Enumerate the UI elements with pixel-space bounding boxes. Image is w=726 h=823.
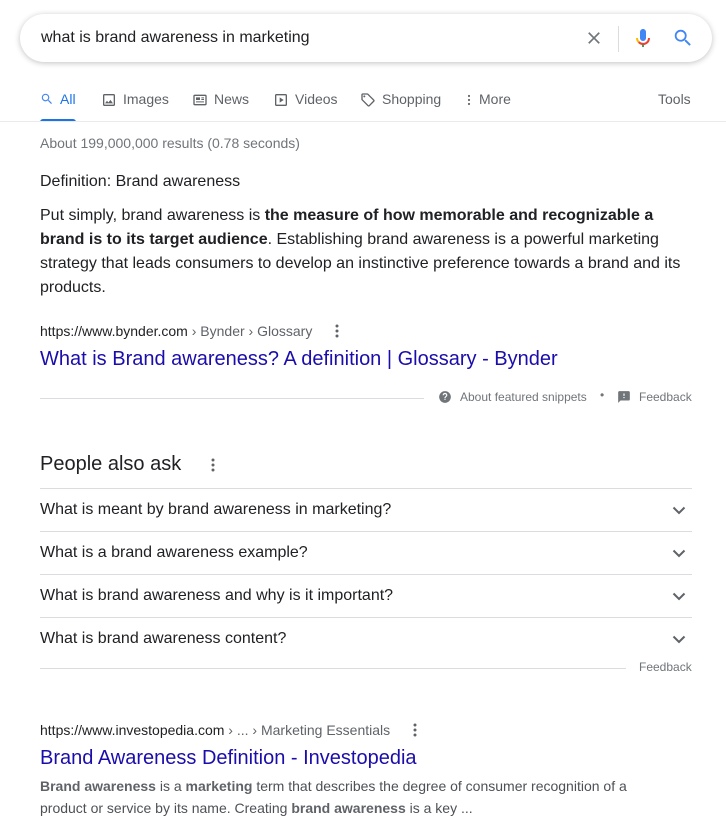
snippet-text-post: . Establishing brand awareness is a powerful marketing strategy that leads consumers to develop an instinctive preference towards a brand and its products. bbox=[40, 231, 681, 296]
search-icon bbox=[40, 92, 54, 106]
tabs-divider bbox=[0, 121, 726, 122]
desc-bold: Brand awareness bbox=[40, 778, 156, 794]
people-also-ask-title: People also ask bbox=[40, 453, 182, 475]
clear-icon[interactable] bbox=[582, 26, 606, 50]
chevron-down-icon bbox=[670, 587, 688, 605]
tab-label: Shopping bbox=[382, 91, 442, 107]
cite-url: https://www.investopedia.com bbox=[40, 722, 225, 738]
snippet-text-bold: the measure of how memorable and recognizable a brand is to its target audience bbox=[40, 207, 654, 248]
help-icon bbox=[438, 390, 452, 404]
tab-label: Images bbox=[123, 91, 169, 107]
tab-images[interactable] bbox=[101, 86, 169, 122]
desc-text: is a key ... bbox=[405, 800, 473, 816]
tab-shopping[interactable] bbox=[360, 86, 441, 122]
result-cite[interactable] bbox=[40, 722, 390, 738]
paa-feedback-link[interactable]: Feedback bbox=[639, 660, 692, 674]
desc-bold: brand awareness bbox=[291, 800, 406, 816]
image-icon bbox=[101, 92, 117, 108]
search-tabs bbox=[40, 86, 692, 122]
feedback-icon bbox=[617, 390, 631, 404]
search-bar bbox=[20, 14, 712, 62]
paa-question[interactable] bbox=[40, 531, 692, 574]
paa-question-text: What is a brand awareness example? bbox=[40, 544, 308, 561]
cite-breadcrumbs: › ... › Marketing Essentials bbox=[224, 722, 391, 738]
more-options-icon[interactable] bbox=[327, 321, 347, 341]
news-icon bbox=[192, 92, 208, 108]
snippet-divider bbox=[40, 398, 424, 399]
cite-url: https://www.bynder.com bbox=[40, 323, 188, 339]
about-snippets-link[interactable] bbox=[438, 390, 587, 404]
tab-label: More bbox=[479, 91, 511, 107]
search-submit-icon[interactable] bbox=[671, 26, 695, 50]
people-also-ask-list bbox=[40, 488, 692, 660]
play-icon bbox=[273, 92, 289, 108]
desc-text: term that describes the degree of consumer recognition of a product or service by its name. Creating bbox=[40, 778, 627, 816]
more-options-icon[interactable] bbox=[203, 455, 223, 475]
paa-question-text: What is meant by brand awareness in marketing? bbox=[40, 501, 392, 518]
feedback-label: Feedback bbox=[639, 390, 692, 404]
paa-question-text: What is brand awareness content? bbox=[40, 630, 287, 647]
tab-videos[interactable] bbox=[273, 86, 338, 122]
paa-question[interactable] bbox=[40, 574, 692, 617]
about-snippets-label: About featured snippets bbox=[460, 390, 587, 404]
snippet-heading: Definition: Brand awareness bbox=[40, 173, 241, 190]
tab-label: News bbox=[214, 91, 250, 107]
paa-divider bbox=[40, 668, 626, 669]
snippet-title-link[interactable]: What is Brand awareness? A definition | Glossary - Bynder bbox=[40, 348, 558, 370]
chevron-down-icon bbox=[670, 544, 688, 562]
snippet-feedback-link[interactable] bbox=[617, 390, 692, 404]
snippet-cite[interactable] bbox=[40, 323, 312, 339]
result-description bbox=[40, 775, 640, 819]
tag-icon bbox=[360, 92, 376, 108]
search-bar-divider bbox=[618, 26, 619, 52]
microphone-icon[interactable] bbox=[631, 26, 655, 50]
tab-label: All bbox=[60, 91, 76, 107]
paa-question[interactable] bbox=[40, 617, 692, 660]
tools-label: Tools bbox=[658, 91, 691, 107]
search-input[interactable] bbox=[41, 23, 561, 53]
snippet-footer bbox=[40, 386, 692, 412]
paa-question[interactable] bbox=[40, 488, 692, 531]
result-title-link[interactable]: Brand Awareness Definition - Investopedia bbox=[40, 747, 417, 769]
tools-button[interactable] bbox=[658, 86, 691, 122]
cite-breadcrumbs: › Bynder › Glossary bbox=[187, 323, 313, 339]
tab-more[interactable] bbox=[465, 86, 511, 122]
tab-news[interactable] bbox=[192, 86, 249, 122]
more-vert-icon bbox=[465, 92, 473, 108]
tab-label: Videos bbox=[295, 91, 338, 107]
paa-question-text: What is brand awareness and why is it important? bbox=[40, 587, 394, 604]
desc-bold: marketing bbox=[185, 778, 253, 794]
footer-separator: • bbox=[600, 388, 605, 402]
tab-all[interactable] bbox=[40, 86, 76, 122]
result-stats: About 199,000,000 results (0.78 seconds) bbox=[40, 135, 300, 151]
chevron-down-icon bbox=[670, 501, 688, 519]
snippet-text-pre: Put simply, brand awareness is bbox=[40, 207, 265, 224]
chevron-down-icon bbox=[670, 630, 688, 648]
snippet-body bbox=[40, 204, 692, 300]
desc-text: is a bbox=[155, 778, 186, 794]
more-options-icon[interactable] bbox=[405, 720, 425, 740]
